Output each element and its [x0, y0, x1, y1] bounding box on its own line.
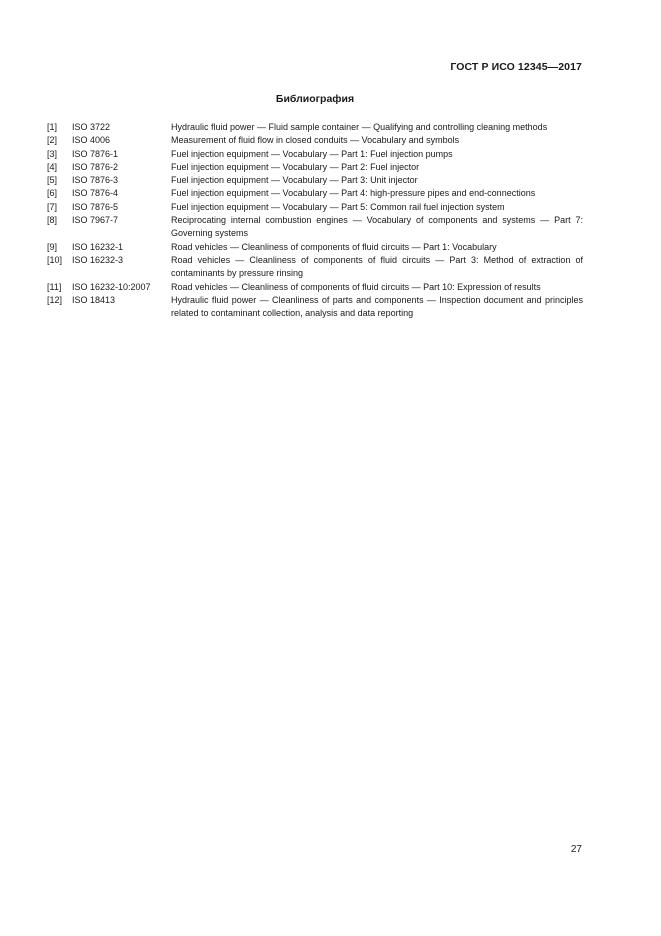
page-title: Библиография — [275, 93, 355, 105]
bibliography-title: Road vehicles — Cleanliness of components of fluid circuits — Part 3: Method of extraction of contaminants by pressure rinsing — [171, 254, 583, 279]
bibliography-code: ISO 16232-1 — [72, 241, 124, 252]
bibliography-title: Fuel injection equipment — Vocabulary — Part 2: Fuel injector — [171, 161, 420, 172]
bibliography-code: ISO 7876-4 — [72, 188, 119, 199]
bibliography-code: ISO 18413 — [72, 294, 116, 305]
bibliography-title: Reciprocating internal combustion engines — Vocabulary of components and systems — Part 7: Governing systems — [171, 215, 583, 239]
bibliography-item — [47, 174, 583, 187]
bibliography-item — [47, 121, 583, 134]
bibliography-item — [47, 214, 583, 241]
bibliography-list — [47, 121, 583, 320]
bibliography-title: Road vehicles — Cleanliness of components of fluid circuits — Part 1: Vocabulary — [171, 241, 497, 252]
bibliography-number: [9] — [47, 241, 58, 252]
bibliography-item — [47, 294, 583, 321]
bibliography-number: [2] — [47, 135, 58, 146]
bibliography-title: Measurement of fluid flow in closed conduits — Vocabulary and symbols — [171, 135, 460, 146]
bibliography-item — [47, 134, 583, 147]
page-number: 27 — [570, 844, 582, 855]
bibliography-number: [1] — [47, 122, 58, 132]
bibliography-code: ISO 7967-7 — [72, 215, 119, 226]
bibliography-number: [12] — [47, 294, 63, 305]
bibliography-code: ISO 16232-3 — [72, 254, 124, 265]
bibliography-code: ISO 7876-5 — [72, 201, 119, 212]
bibliography-number: [11] — [47, 281, 62, 292]
bibliography-number: [4] — [47, 161, 58, 172]
bibliography-title: Hydraulic fluid power — Cleanliness of parts and components — Inspection document and principles related to contaminant collection, analysis and data reporting — [171, 294, 583, 319]
bibliography-number: [5] — [47, 175, 58, 186]
bibliography-title: Hydraulic fluid power — Fluid sample container — Qualifying and controlling cleaning methods — [171, 122, 548, 132]
bibliography-item — [47, 148, 583, 161]
bibliography-code: ISO 7876-3 — [72, 175, 119, 186]
bibliography-title: Fuel injection equipment — Vocabulary — Part 3: Unit injector — [171, 175, 418, 186]
page-header-standard: ГОСТ Р ИСО 12345—2017 — [450, 61, 582, 73]
bibliography-title: Road vehicles — Cleanliness of components of fluid circuits — Part 10: Expression of results — [171, 281, 541, 292]
bibliography-code: ISO 16232-10:2007 — [72, 281, 151, 292]
bibliography-code: ISO 3722 — [72, 122, 111, 132]
bibliography-item — [47, 241, 583, 254]
bibliography-code: ISO 7876-1 — [72, 148, 119, 159]
bibliography-item — [47, 187, 583, 200]
bibliography-code: ISO 7876-2 — [72, 161, 119, 172]
bibliography-title: Fuel injection equipment — Vocabulary — Part 5: Common rail fuel injection system — [171, 201, 505, 212]
bibliography-number: [6] — [47, 188, 58, 199]
bibliography-item — [47, 161, 583, 174]
bibliography-item — [47, 254, 583, 281]
bibliography-title: Fuel injection equipment — Vocabulary — Part 1: Fuel injection pumps — [171, 148, 453, 159]
bibliography-number: [10] — [47, 254, 63, 265]
bibliography-item — [47, 201, 583, 214]
bibliography-item — [47, 281, 583, 294]
bibliography-number: [8] — [47, 215, 58, 226]
bibliography-code: ISO 4006 — [72, 135, 111, 146]
bibliography-title: Fuel injection equipment — Vocabulary — Part 4: high-pressure pipes and end-connections — [171, 188, 536, 199]
bibliography-number: [3] — [47, 148, 58, 159]
bibliography-number: [7] — [47, 201, 58, 212]
